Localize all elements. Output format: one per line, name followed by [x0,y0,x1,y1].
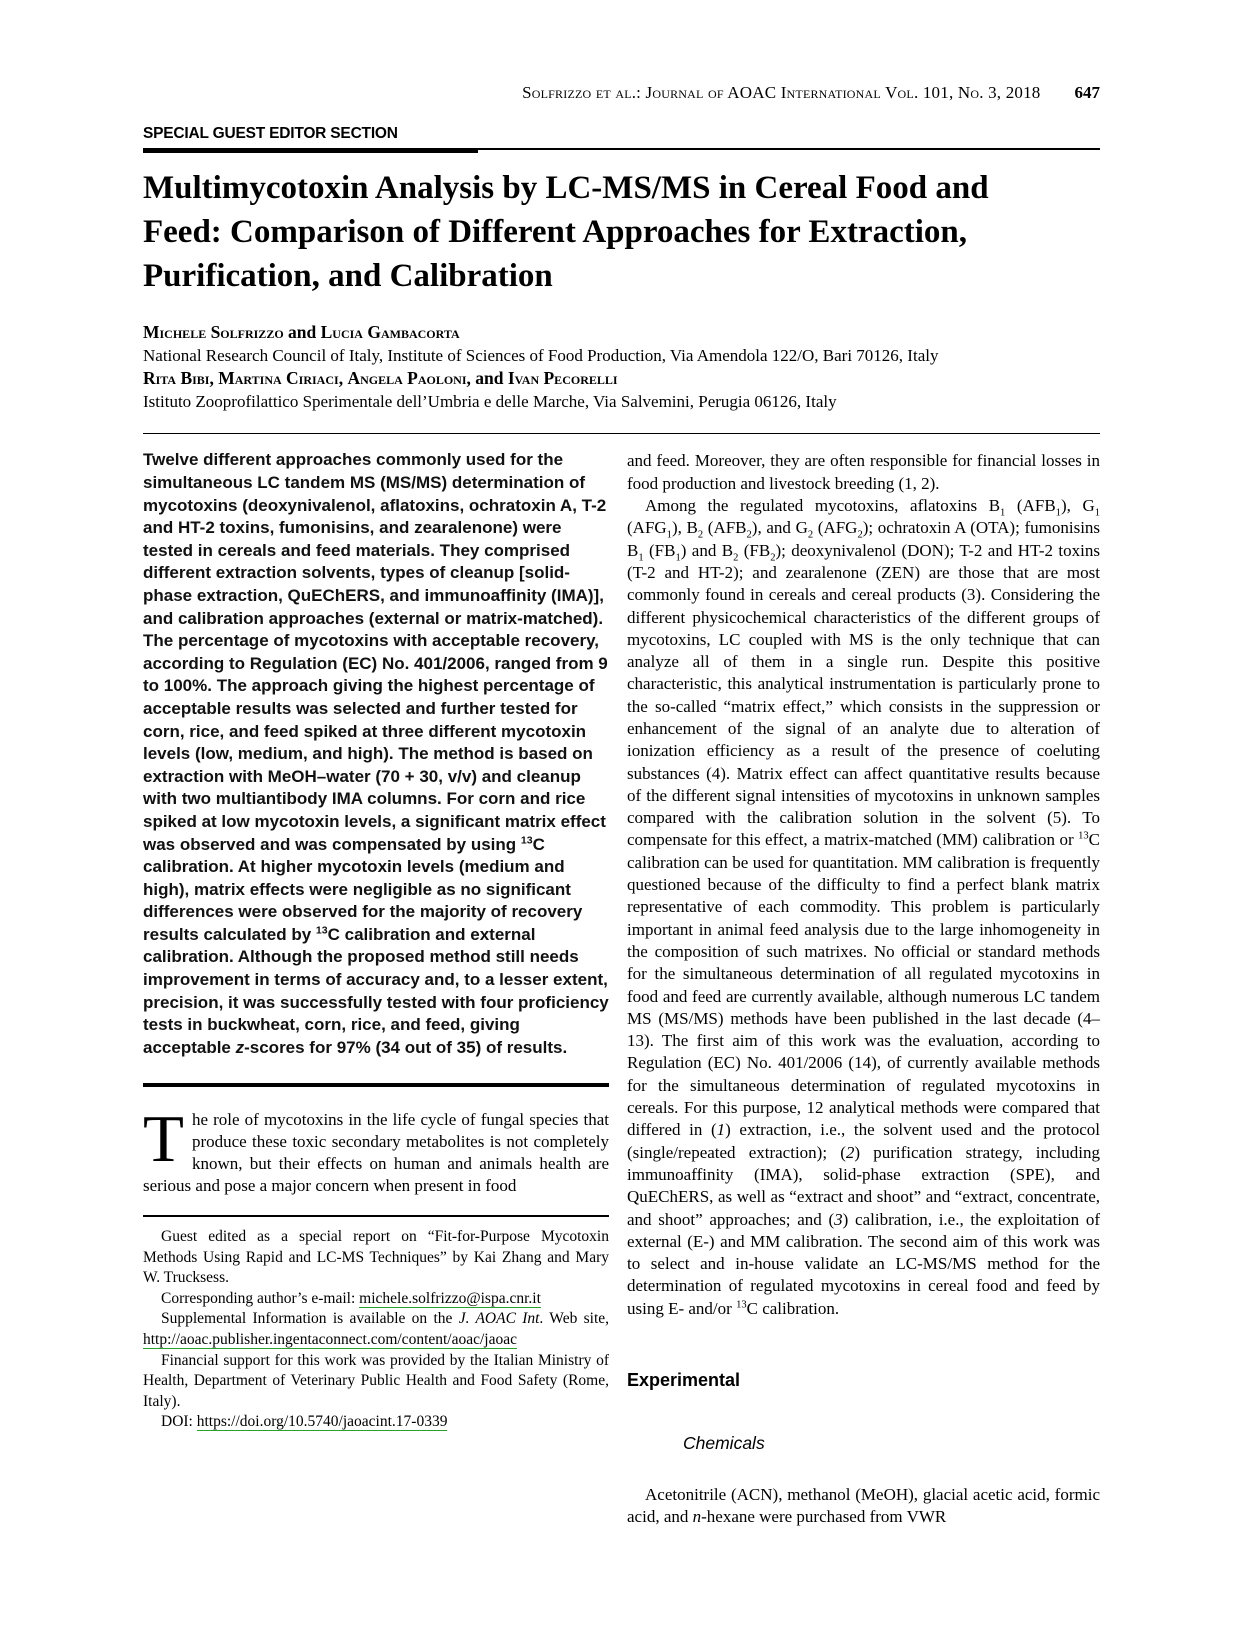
right-column [627,434,1100,1528]
footnote-financial-support: Financial support for this work was provided by the Italian Ministry of Health, Department of Veterinary Public Health and Food Safety (Rome, Italy). [143,1351,609,1410]
footnote-divider-rule [143,1215,609,1217]
author-names-line: Rita Bibi, Martina Ciriaci, Angela Paoloni, and Ivan Pecorelli [143,367,618,388]
footnote-corresponding-email: Corresponding author’s e-mail: michele.solfrizzo@ispa.cnr.it [161,1289,541,1307]
page-content [143,0,1100,1529]
intro-text: he role of mycotoxins in the life cycle of fungal species that produce these toxic secondary metabolites is not completely known, but their effects on human and animals health are serious and pose a major concern when present in food [143,1110,609,1196]
footnotes-block [143,1227,609,1433]
running-head [143,83,1100,103]
banner-thick-bar [143,148,478,153]
footnote-guest-edited: Guest edited as a special report on “Fit-for-Purpose Mycotoxin Methods Using Rapid and LC-MS Techniques” by Kai Zhang and Mary W. Trucksess. [143,1227,609,1287]
drop-cap: T [143,1102,184,1177]
author-names-line: Michele Solfrizzo and Lucia Gambacorta [143,321,460,342]
footnote-supplemental-info: Supplemental Information is available on the J. AOAC Int. Web site, http://aoac.publisher.ingentaconnect.com/content/aoac/jaoac [143,1310,609,1348]
link[interactable]: https://doi.org/10.5740/jaoacint.17-0339 [196,1413,448,1431]
left-column [143,434,609,1528]
affiliation-line: National Research Council of Italy, Institute of Sciences of Food Production, Via Amendola 122/O, Bari 70126, Italy [143,345,939,365]
body-paragraph-mycotoxins: Among the regulated mycotoxins, aflatoxins $B_1$ $(AFB_1)$, $G_1$ $(AFG_1)$, $B_2$ $(AFB_2)$, and $G_2$ $(AFG_2)$; ochratoxin A (OTA); fumonisins $B_1$ $(FB_1)$ and $B_2$ $(FB_2)$; deoxynivalenol (DON); T-2 and HT-2 toxins (T-2 and HT-2); and zearalenone (ZEN) are those that are most commonly found in cereals and cereal products (3). Considering the different physicochemical characteristics of the different groups of mycotoxins, LC coupled with MS is the only technique that can analyze all of them in a single run. Despite this positive characteristic, this analytical instrumentation is particularly prone to the so-called “matrix effect,” which consists in the suppression or enhancement of the signal of an analyte due to alteration of ionization efficiency as a result of the presence of coeluting substances (4). Matrix effect can affect quantitative results because of the different signal intensities of mycotoxins in unknown samples compared with the calibration solution in the solvent (5). To compensate for this effect, a matrix-matched (MM) calibration or $^{13}$C calibration can be used for quantitation. MM calibration is frequently questioned because of the difficulty to find a perfect blank matrix representative of each commodity. This problem is particularly important in animal feed analysis due to the large inhomogeneity in the composition of such matrixes. No official or standard methods for the simultaneous determination of all regulated mycotoxins in food and feed are currently available, although numerous LC tandem MS (MS/MS) methods have been published in the last decade (4–13). The first aim of this work was the evaluation, according to Regulation (EC) No. 401/2006 (14), of currently available methods for the simultaneous determination of regulated mycotoxins in cereals. For this purpose, 12 analytical methods were compared that differed in (1) extraction, i.e., the solvent used and the protocol (single/repeated extraction); (2) purification strategy, including immunoaffinity (IMA), solid-phase extraction (SPE), and QuEChERS, as well as “extract and shoot” and “extract, concentrate, and shoot” approaches; and (3) calibration, i.e., the exploitation of external (E-) and MM calibration. The second aim of this work was to select and in-house validate an LC-MS/MS method for the determination of regulated mycotoxins in cereal food and feed by using E- and/or $^{13}$C calibration. [627,496,1101,1318]
running-head-text: Solfrizzo et al.: Journal of AOAC International Vol. 101, No. 3, 2018 [522,83,1041,102]
body-paragraph-continued: and feed. Moreover, they are often responsible for financial losses in food production and livestock breeding (1, 2). [627,451,1100,493]
two-column-body [143,434,1100,1528]
body-paragraph-chemicals: Acetonitrile (ACN), methanol (MeOH), glacial acetic acid, formic acid, and n-hexane were purchased from VWR [627,1485,1100,1527]
abstract-divider-rule [143,1083,609,1087]
link[interactable]: michele.solfrizzo@ispa.cnr.it [359,1289,541,1307]
page-number: 647 [1074,83,1100,102]
author-block [143,321,1100,413]
section-banner-rule [143,148,1100,153]
paper-title: Multimycotoxin Analysis by LC-MS/MS in Cereal Food and Feed: Comparison of Different Approaches for Extraction, Purification, and Calibration [143,170,989,294]
experimental-heading: Experimental [627,1370,741,1390]
affiliation-line: Istituto Zooprofilattico Sperimentale dell’Umbria e delle Marche, Via Salvemini, Perugia 06126, Italy [143,391,837,411]
section-banner-label: SPECIAL GUEST EDITOR SECTION [143,125,398,142]
section-banner [143,125,1100,153]
intro-paragraph [143,1102,609,1197]
link[interactable]: http://aoac.publisher.ingentaconnect.com/content/aoac/jaoac [143,1330,518,1348]
banner-thin-line [478,148,1100,150]
abstract-text: Twelve different approaches commonly used for the simultaneous LC tandem MS (MS/MS) determination of mycotoxins (deoxynivalenol, aflatoxins, ochratoxin A, T-2 and HT-2 toxins, fumonisins, and zearalenone) were tested in cereals and feed materials. They comprised different extraction solvents, types of cleanup [solid-phase extraction, QuEChERS, and immunoaffinity (IMA)], and calibration approaches (external or matrix-matched). The percentage of mycotoxins with acceptable recovery, according to Regulation (EC) No. 401/2006, ranged from 9 to 100%. The approach giving the highest percentage of acceptable results was selected and further tested for corn, rice, and feed spiked at three different mycotoxin levels (low, medium, and high). The method is based on extraction with MeOH–water (70 + 30, v/v) and cleanup with two multiantibody IMA columns. For corn and rice spiked at low mycotoxin levels, a significant matrix effect was observed and was compensated by using $^{13}$C calibration. At higher mycotoxin levels (medium and high), matrix effects were negligible as no significant differences were observed for the majority of recovery results calculated by $^{13}$C calibration and external calibration. Although the proposed method still needs improvement in terms of accuracy and, to a lesser extent, precision, it was successfully tested with four proficiency tests in buckwheat, corn, rice, and feed, giving acceptable z-scores for 97% (34 out of 35) of results. [143,450,609,1057]
chemicals-subheading: Chemicals [683,1433,765,1453]
footnote-doi: DOI: https://doi.org/10.5740/jaoacint.17-0339 [161,1413,448,1431]
